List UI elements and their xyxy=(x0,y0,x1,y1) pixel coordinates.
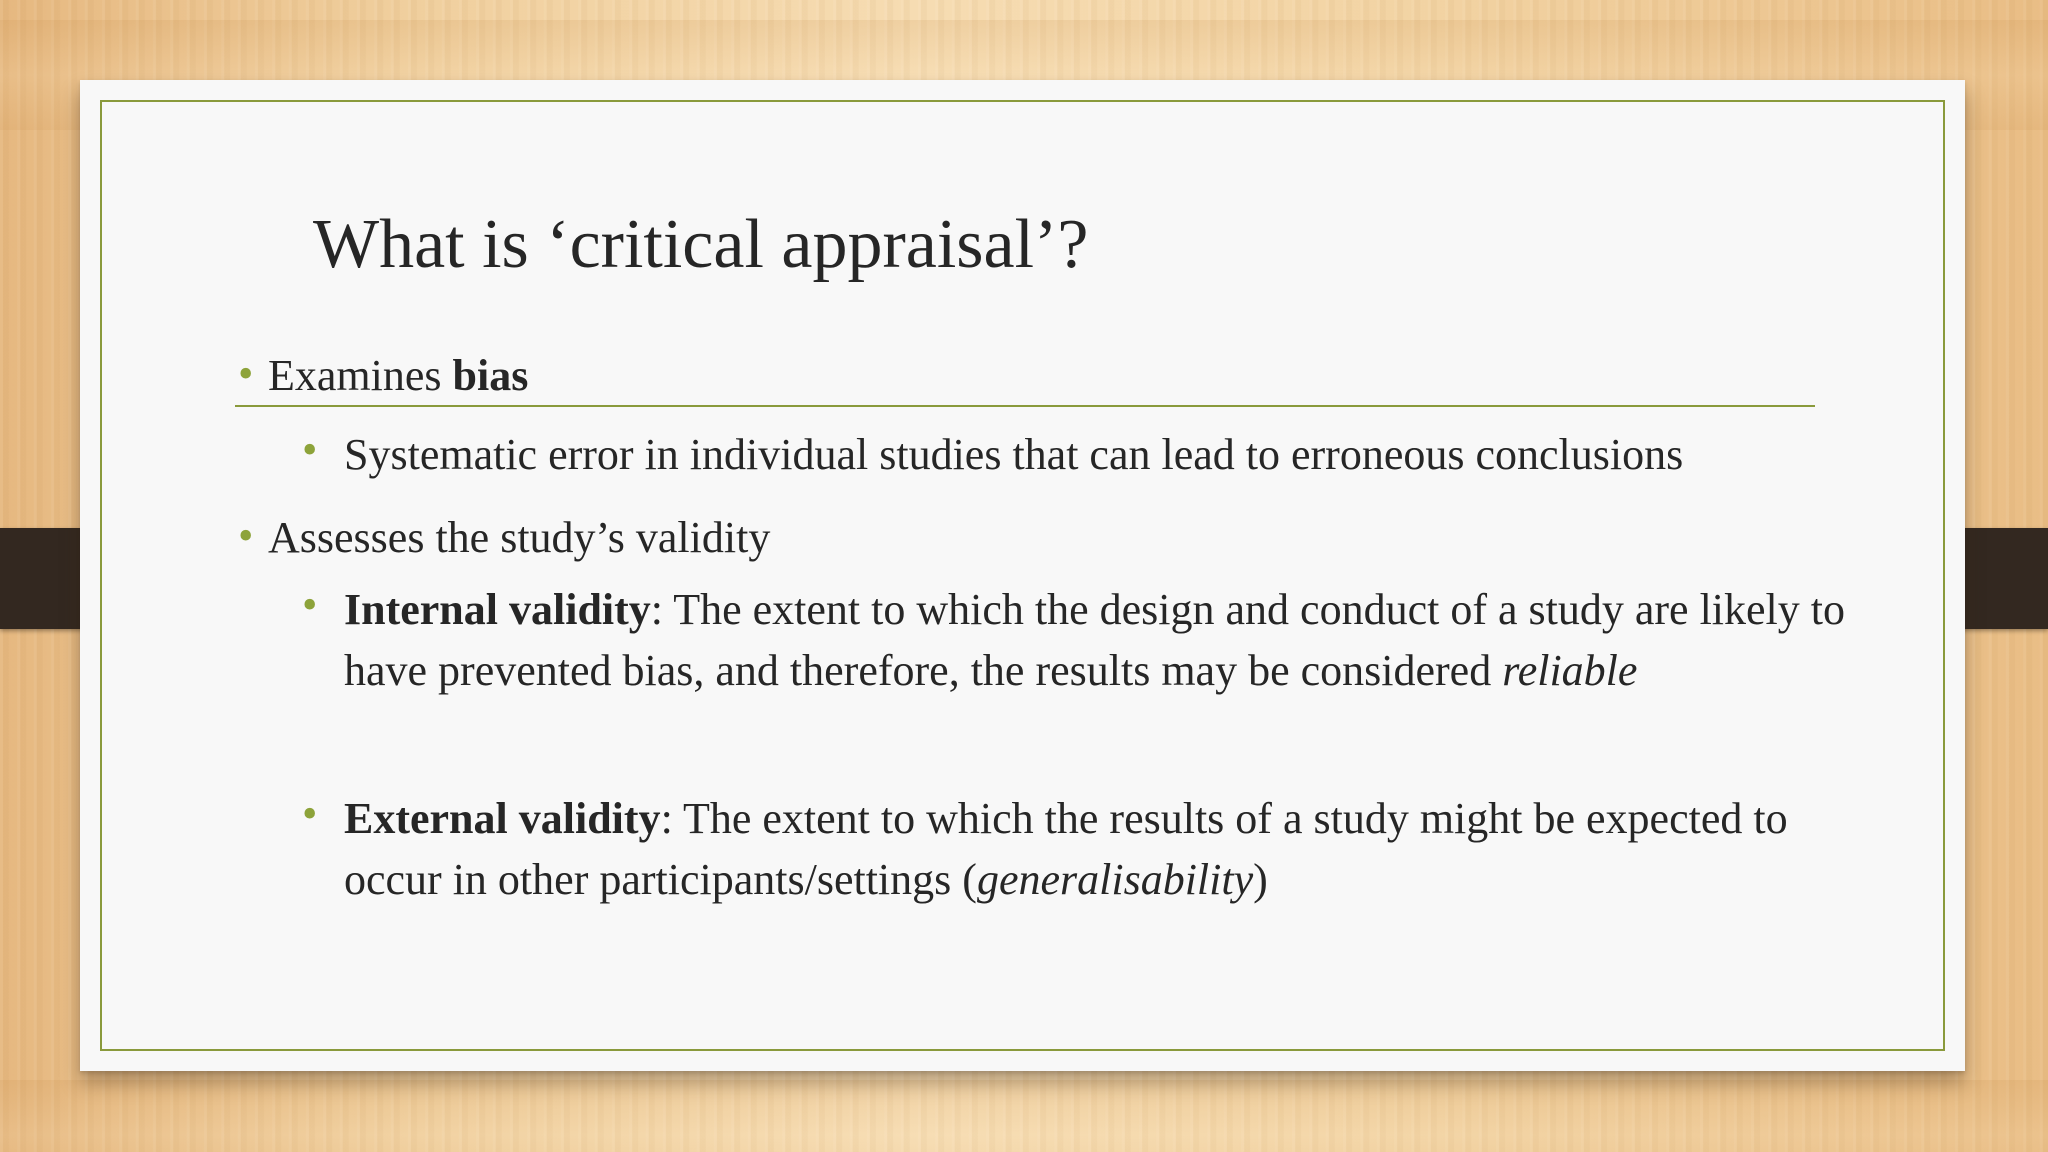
bullet-italic-term: generalisability xyxy=(976,855,1254,904)
bullet-external-validity xyxy=(302,788,1844,910)
bullet-text: Examines xyxy=(268,351,453,400)
bullet-italic-term: reliable xyxy=(1502,646,1638,695)
bullet-bold-term: bias xyxy=(452,351,529,400)
bullet-text: : The extent to which the results of a study might be expected to occur in other participants/settings ( xyxy=(344,794,1788,904)
bullet-internal-validity xyxy=(302,579,1904,701)
bullet-text: Systematic error in individual studies that can lead to erroneous conclusions xyxy=(344,430,1684,479)
bullet-text: Assesses the study’s validity xyxy=(268,513,771,562)
slide-paper xyxy=(80,80,1965,1071)
title-divider-line xyxy=(235,405,1815,407)
bullet-dot-icon: • xyxy=(302,789,318,838)
slide-title: What is ‘critical appraisal’? xyxy=(313,206,1089,283)
bullet-examines-bias xyxy=(238,348,529,404)
bullet-dot-icon: • xyxy=(302,425,318,474)
bullet-text-closing: ) xyxy=(1253,855,1268,904)
bullet-bold-term: Internal validity xyxy=(344,585,651,634)
bullet-dot-icon: • xyxy=(238,349,254,398)
wood-grain-band xyxy=(0,1080,2048,1152)
bullet-assesses-validity xyxy=(238,510,771,566)
bullet-dot-icon: • xyxy=(302,580,318,629)
bullet-systematic-error xyxy=(302,424,1904,485)
bullet-dot-icon: • xyxy=(238,511,254,560)
bullet-text: : The extent to which the design and conduct of a study are likely to have prevented bias, and therefore, the results may be considered xyxy=(344,585,1846,695)
bullet-bold-term: External validity xyxy=(344,794,661,843)
